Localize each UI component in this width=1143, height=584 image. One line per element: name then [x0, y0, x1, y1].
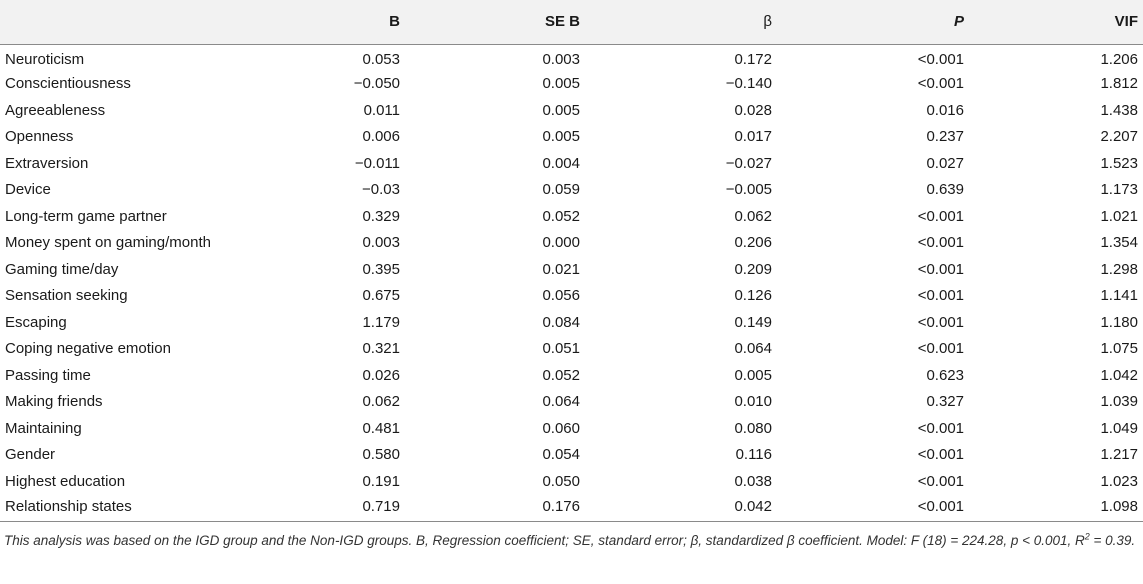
cell-se-b: 0.005	[542, 128, 580, 146]
cell-p: <0.001	[917, 234, 964, 252]
cell-p: <0.001	[917, 472, 964, 490]
table-row	[0, 124, 1143, 151]
cell-beta: 0.209	[734, 260, 772, 278]
table-row	[0, 415, 1143, 442]
cell-label: Escaping	[5, 313, 67, 331]
cell-se-b: 0.064	[542, 393, 580, 411]
cell-p: <0.001	[917, 287, 964, 305]
cell-b: 0.329	[362, 207, 400, 225]
cell-beta: 0.064	[734, 340, 772, 358]
cell-vif: 1.173	[1100, 181, 1138, 199]
cell-label: Gaming time/day	[5, 260, 119, 278]
cell-p: <0.001	[917, 260, 964, 278]
table-row	[0, 362, 1143, 389]
cell-beta: 0.062	[734, 207, 772, 225]
footnote-text-end: = 0.39.	[1089, 533, 1136, 548]
cell-b: 1.179	[362, 313, 400, 331]
cell-vif: 1.141	[1100, 287, 1138, 305]
cell-label: Relationship states	[5, 497, 132, 515]
table-row	[0, 150, 1143, 177]
cell-b: 0.580	[362, 446, 400, 464]
cell-label: Passing time	[5, 366, 91, 384]
cell-vif: 1.812	[1100, 75, 1138, 93]
table-row	[0, 336, 1143, 363]
header-row	[0, 0, 1143, 44]
cell-beta: 0.149	[734, 313, 772, 331]
cell-beta: 0.126	[734, 287, 772, 305]
cell-b: 0.011	[363, 101, 400, 119]
header-b: B	[389, 13, 400, 31]
cell-label: Highest education	[5, 472, 126, 490]
table-row	[0, 71, 1143, 98]
cell-beta: 0.080	[734, 419, 772, 437]
table-body	[0, 44, 1143, 521]
cell-beta: 0.017	[734, 128, 772, 146]
cell-vif: 1.075	[1100, 340, 1138, 358]
cell-se-b: 0.003	[542, 51, 580, 68]
cell-se-b: 0.052	[542, 366, 580, 384]
table-footnote	[4, 531, 1140, 551]
cell-p: <0.001	[917, 75, 964, 93]
cell-beta: 0.206	[734, 234, 772, 252]
cell-b: −0.011	[354, 154, 400, 172]
cell-beta: −0.005	[725, 181, 772, 199]
cell-beta: 0.116	[735, 446, 772, 464]
cell-b: 0.675	[362, 287, 400, 305]
cell-b: 0.719	[362, 497, 400, 515]
cell-se-b: 0.021	[542, 260, 580, 278]
cell-vif: 1.039	[1100, 393, 1138, 411]
cell-p: <0.001	[917, 207, 964, 225]
cell-beta: 0.010	[734, 393, 772, 411]
cell-label: Coping negative emotion	[5, 340, 171, 358]
cell-label: Making friends	[5, 393, 103, 411]
table-row	[0, 495, 1143, 522]
table-row	[0, 97, 1143, 124]
cell-b: 0.006	[362, 128, 400, 146]
cell-b: −0.050	[353, 75, 400, 93]
cell-b: 0.481	[362, 419, 400, 437]
table-row	[0, 256, 1143, 283]
cell-b: 0.026	[362, 366, 400, 384]
cell-vif: 1.021	[1100, 207, 1138, 225]
cell-vif: 1.438	[1100, 101, 1138, 119]
cell-se-b: 0.056	[542, 287, 580, 305]
cell-se-b: 0.005	[542, 101, 580, 119]
cell-se-b: 0.005	[542, 75, 580, 93]
cell-b: 0.321	[362, 340, 400, 358]
cell-p: 0.327	[926, 393, 964, 411]
cell-vif: 1.098	[1100, 497, 1138, 515]
cell-vif: 1.180	[1100, 313, 1138, 331]
cell-label: Long-term game partner	[5, 207, 167, 225]
cell-label: Agreeableness	[5, 101, 106, 119]
table-row	[0, 389, 1143, 416]
cell-beta: −0.140	[725, 75, 772, 93]
cell-p: <0.001	[917, 446, 964, 464]
cell-se-b: 0.004	[542, 154, 580, 172]
cell-se-b: 0.051	[542, 340, 580, 358]
cell-label: Sensation seeking	[5, 287, 128, 305]
table-row	[0, 283, 1143, 310]
cell-se-b: 0.084	[542, 313, 580, 331]
cell-label: Maintaining	[5, 419, 82, 437]
cell-vif: 1.217	[1100, 446, 1138, 464]
cell-beta: 0.042	[734, 497, 772, 515]
cell-p: <0.001	[917, 340, 964, 358]
cell-b: 0.053	[362, 51, 400, 68]
cell-label: Extraversion	[5, 154, 89, 172]
cell-label: Neuroticism	[5, 51, 85, 68]
table-row	[0, 177, 1143, 204]
cell-p: 0.623	[926, 366, 964, 384]
cell-se-b: 0.059	[542, 181, 580, 199]
cell-beta: −0.027	[725, 154, 772, 172]
table-row	[0, 44, 1143, 71]
cell-vif: 1.023	[1100, 472, 1138, 490]
cell-vif: 1.523	[1100, 154, 1138, 172]
cell-vif: 1.354	[1100, 234, 1138, 252]
cell-p: <0.001	[917, 313, 964, 331]
cell-vif: 2.207	[1100, 128, 1138, 146]
cell-p: 0.639	[926, 181, 964, 199]
cell-label: Device	[5, 181, 51, 199]
table-row	[0, 230, 1143, 257]
cell-p: 0.016	[926, 101, 964, 119]
cell-se-b: 0.000	[542, 234, 580, 252]
footnote-text: This analysis was based on the IGD group and the Non-IGD groups. B, Regression coefficient; SE, standard error; β, standardized β coefficient. Model: F (18) = 224.28, p < 0.001, R	[4, 533, 1085, 548]
cell-se-b: 0.060	[542, 419, 580, 437]
cell-se-b: 0.176	[542, 497, 580, 515]
cell-label: Openness	[5, 128, 74, 146]
header-p: P	[953, 13, 964, 31]
header-vif: VIF	[1114, 13, 1138, 31]
cell-label: Conscientiousness	[5, 75, 131, 93]
cell-b: −0.03	[362, 181, 400, 199]
cell-se-b: 0.054	[542, 446, 580, 464]
cell-vif: 1.049	[1100, 419, 1138, 437]
cell-b: 0.395	[362, 260, 400, 278]
cell-p: 0.237	[926, 128, 964, 146]
cell-vif: 1.042	[1100, 366, 1138, 384]
cell-b: 0.062	[362, 393, 400, 411]
header-beta: β	[763, 13, 772, 31]
cell-beta: 0.038	[734, 472, 772, 490]
table-row	[0, 442, 1143, 469]
cell-beta: 0.028	[734, 101, 772, 119]
cell-p: <0.001	[917, 419, 964, 437]
table-row	[0, 203, 1143, 230]
footnote-superscript: 2	[1084, 531, 1090, 542]
cell-label: Money spent on gaming/month	[5, 234, 211, 252]
cell-b: 0.191	[362, 472, 400, 490]
cell-se-b: 0.052	[542, 207, 580, 225]
cell-beta: 0.172	[734, 51, 772, 68]
cell-vif: 1.206	[1100, 51, 1138, 68]
cell-b: 0.003	[362, 234, 400, 252]
cell-beta: 0.005	[734, 366, 772, 384]
header-label	[0, 0, 230, 44]
table-row	[0, 309, 1143, 336]
cell-p: <0.001	[917, 51, 964, 68]
cell-p: <0.001	[917, 497, 964, 515]
table-row	[0, 468, 1143, 495]
cell-label: Gender	[5, 446, 56, 464]
header-se-b: SE B	[544, 13, 580, 31]
cell-vif: 1.298	[1100, 260, 1138, 278]
cell-se-b: 0.050	[542, 472, 580, 490]
cell-p: 0.027	[926, 154, 964, 172]
table-header	[0, 0, 1143, 44]
